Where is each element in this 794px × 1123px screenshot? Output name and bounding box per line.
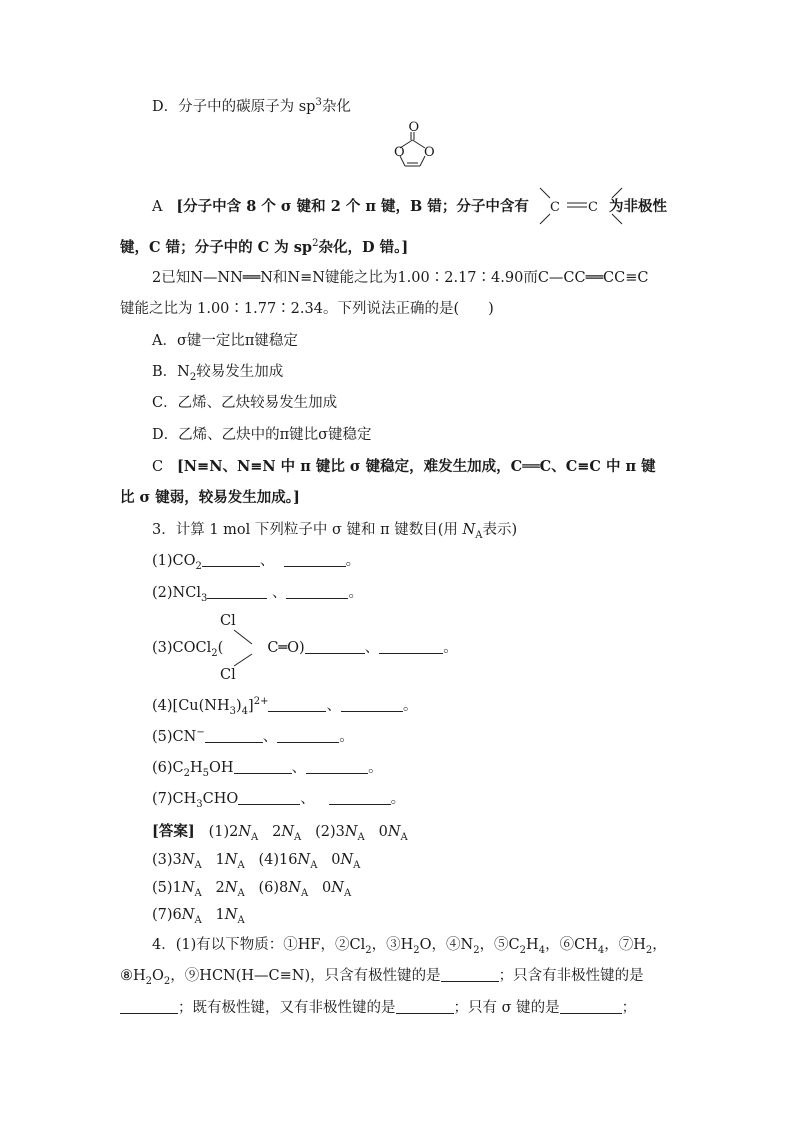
question-2-option-b: B．$N_2$较易发生加成 (152, 364, 284, 383)
answer-1-line1: A [分子中含 8 个 σ 键和 2 个 π 键，B 错；分子中含有 (152, 198, 529, 215)
question-3-part-2: (2)NCl$_3$ 、 。 (152, 585, 363, 604)
question-4-line2: $⑧H_2O_2$，⑨HCN(H—C≡N)，只含有极性键的是 ；只含有非极性键的是 (120, 968, 644, 987)
question-2-stem-line1: 2已知N—NN══N和N≡N键能之比为1.00∶2.17∶4.90而C—CC══CC≡C (152, 270, 649, 286)
molecule-diagram (388, 120, 438, 174)
answer-3-line4: $(7)6N_A$ $1N_A$ (152, 907, 245, 926)
cocl2-cl-top: Cl (220, 613, 236, 629)
atom-c-left: C (550, 200, 560, 215)
answer-2-line2: 比 σ 键弱，较易发生加成。] (120, 489, 300, 506)
question-4-line3: ；既有极性键，又有非极性键的是 ；只有 σ 键的是 ； (120, 998, 636, 1018)
atom-c-right: C (588, 200, 598, 215)
answer-1-line2: 键，C 错；分子中的 C 为 $sp^2$杂化，D 错。] (120, 238, 409, 256)
question-2-option-c: C．乙烯、乙炔较易发生加成 (152, 395, 338, 411)
question-3-part-7: $(7)CH_3CHO$ 、 。 (152, 791, 406, 810)
answer-3-line2: $(3)3N_A$ $1N_A$ $(4)16N_A$ $0N_A$ (152, 852, 361, 871)
question-2-option-a: A．σ键一定比π键稳定 (152, 333, 298, 349)
question-2-stem-line2: 键能之比为 1.00∶1.77∶2.34。下列说法正确的是( ) (120, 301, 494, 317)
question-2-option-d: D．乙烯、乙炔中的π键比σ键稳定 (152, 427, 372, 443)
question-3-part-4: $(4)[Cu(NH_3)_4]^{2+}$ 、 。 (152, 696, 418, 717)
question-3-part-1: $(1)CO_2$ 、 。 (152, 553, 361, 572)
answer-3-line1: [答案] $(1)2N_A$ $2N_A$ $(2)3N_A$ $0N_A$ (152, 823, 408, 843)
question-3-stem: 3．计算 1 mol 下列粒子中 σ 键和 π 键数目(用 $N_A$表示) (152, 522, 518, 541)
cocl2-cl-bottom: Cl (220, 667, 236, 683)
question-3-part-5: (5)CN− 、 。 (152, 727, 354, 745)
answer-2-line1: C [N≡N、N≡N 中 π 键比 σ 键稳定，难发生加成，C══C、C≡C 中 π 键 (152, 458, 656, 475)
option-d-previous: D．分子中的碳原子为 $sp^3$杂化 (152, 97, 351, 115)
atom-o-top: O (408, 120, 420, 135)
atom-o-left: O (394, 145, 405, 160)
atom-o-right: O (424, 145, 435, 160)
question-3-part-3: (3)COCl$_2$( C═O) 、 。 (152, 640, 458, 659)
question-4-line1: 4．(1)有以下物质：①HF，$②Cl_2$，$③H_2O$，$④N_2$，$⑤C_2H_4$，$⑥CH_4$，$⑦H_2$， (152, 937, 667, 956)
answer-1-tail: 为非极性 (609, 198, 667, 215)
answer-3-line3: $(5)1N_A$ $2N_A$ $(6)8N_A$ $0N_A$ (152, 880, 352, 899)
question-3-part-6: $(6)C_2H_5OH$ 、 。 (152, 760, 383, 779)
